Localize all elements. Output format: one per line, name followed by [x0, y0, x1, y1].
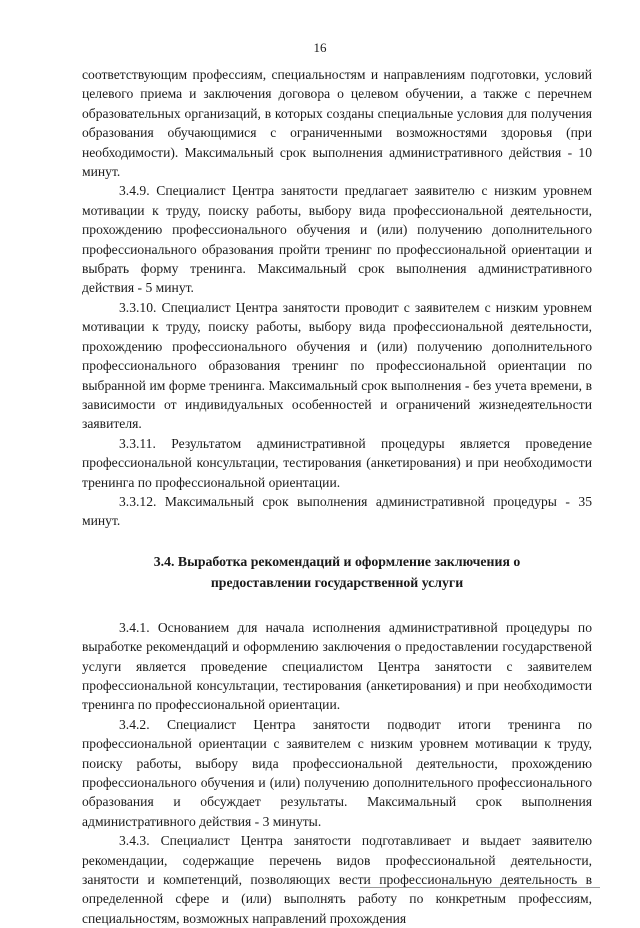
document-body [82, 65, 592, 928]
page-number: 16 [313, 40, 327, 55]
footer-rule [360, 887, 600, 888]
paragraph-3-3-10: 3.3.10. Специалист Центра занятости проводит с заявителем с низким уровнем мотивации к труду, поиску работы, выбору вида профессиональной деятельности, прохождению профессионального обучения и (или) получению дополнительного профессионального образования тренинг по профессиональной ориентации по выбранной им форме тренинга. Максимальный срок выполнения - без учета времени, в зависимости от индивидуальных особенностей и ограничений жизнедеятельности заявителя. [82, 299, 592, 432]
paragraph-3-3-12: 3.3.12. Максимальный срок выполнения административной процедуры - 35 минут. [82, 493, 592, 529]
paragraph-continuation: соответствующим профессиям, специальностям и направлениям подготовки, условий целевого приема и заключения договора о целевом обучении, а также с перечнем образовательных организаций, в которых созданы специальные условия для получения образования обучающимися с ограниченными возможностями здоровья (при необходимости). Максимальный срок выполнения административного действия - 10 минут. [82, 67, 592, 180]
paragraph-3-4-3: 3.4.3. Специалист Центра занятости подготавливает и выдает заявителю рекомендации, содержащие перечень видов профессиональной деятельности, занятости и компетенций, позволяющих вести профессиональную деятельность в определенной сфере и (или) выполнять работу по конкретным профессиям, специальностям, возможных направлений прохождения [82, 833, 592, 926]
paragraph-3-4-9: 3.4.9. Специалист Центра занятости предлагает заявителю с низким уровнем мотивации к труду, поиску работы, выбору вида профессиональной деятельности, прохождению профессионального обучения и (или) получению дополнительного профессионального образования пройти тренинг по профессиональной ориентации и выбрать форму тренинга. Максимальный срок выполнения административного действия - 5 минут. [82, 183, 592, 296]
paragraph-3-4-2: 3.4.2. Специалист Центра занятости подводит итоги тренинга по профессиональной ориентации с заявителем с низким уровнем мотивации к труду, поиску работы, выбору вида профессиональной деятельности, прохождению профессионального обучения и (или) получению дополнительного профессионального образования и обсуждает результаты. Максимальный срок выполнения административного действия - 3 минуты. [82, 716, 592, 829]
paragraph-3-3-11: 3.3.11. Результатом административной процедуры является проведение профессиональной консультации, тестирования (анкетирования) и при необходимости тренинга по профессиональной ориентации. [82, 435, 592, 490]
section-heading: 3.4. Выработка рекомендаций и оформление заключения о предоставлении государственной услуги [153, 553, 521, 590]
paragraph-3-4-1: 3.4.1. Основанием для начала исполнения административной процедуры по выработке рекомендаций и оформлению заключения о предоставлении государственой услуги является проведение специалистом Центра занятости с заявителем профессиональной консультации, тестирования (анкетирования) и при необходимости тренинга по профессиональной ориентации. [82, 619, 592, 713]
